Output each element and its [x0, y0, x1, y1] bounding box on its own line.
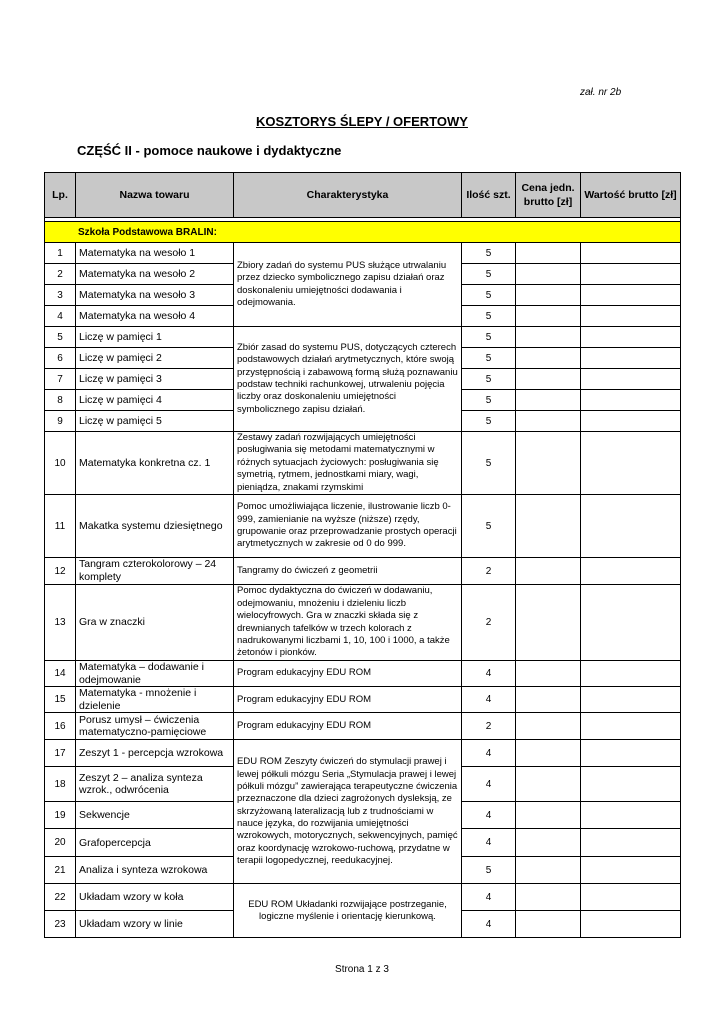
total-value-cell[interactable] — [581, 829, 681, 857]
row-name: Matematyka na wesoło 2 — [76, 264, 234, 285]
total-value-cell[interactable] — [581, 585, 681, 661]
page-footer: Strona 1 z 3 — [335, 964, 389, 975]
total-value-cell[interactable] — [581, 911, 681, 938]
row-description: EDU ROM Zeszyty ćwiczeń do stymulacji prawej i lewej półkuli mózgu Seria „Stymulacja prawej i lewej półkuli mózgu” zawierająca terapeutyczne ćwiczenia przeznaczone dla dzieci zagrożonych dysleksją, ze skrzyżowaną lateralizacją lub z trudnościami w nauce języka, do rozwijania umiejętności wzrokowych, motorycznych, sekwencyjnych, pamięć oraz koordynację wzrokowo-ruchową, przydatne w terapii logopedycznej, reedukacyjnej. — [234, 740, 462, 884]
row-name: Liczę w pamięci 4 — [76, 390, 234, 411]
table-row — [45, 495, 681, 558]
row-name: Grafopercepcja — [76, 829, 234, 857]
unit-price-cell[interactable] — [516, 285, 581, 306]
row-lp: 22 — [45, 884, 76, 911]
row-quantity: 5 — [462, 857, 516, 884]
row-description: Zbiór zasad do systemu PUS, dotyczących czterech podstawowych działań arytmetycznych, które swoją przystępnością i zabawową formą służą poznawaniu podstaw techniki rachunkowej, utrwaleniu pojęcia liczby oraz doskonaleniu umiejętności symbolicznego zapisu działań. — [234, 327, 462, 432]
row-description: Tangramy do ćwiczeń z geometrii — [234, 558, 462, 585]
row-name: Matematyka na wesoło 3 — [76, 285, 234, 306]
header-unit-price: Cena jedn. brutto [zł] — [516, 173, 581, 218]
row-name: Liczę w pamięci 5 — [76, 411, 234, 432]
table-row — [45, 661, 681, 687]
row-name: Porusz umysł – ćwiczenia matematyczno-pamięciowe — [76, 713, 234, 740]
row-name: Układam wzory w linie — [76, 911, 234, 938]
row-quantity: 4 — [462, 740, 516, 767]
row-lp: 1 — [45, 243, 76, 264]
total-value-cell[interactable] — [581, 495, 681, 558]
row-quantity: 4 — [462, 829, 516, 857]
total-value-cell[interactable] — [581, 264, 681, 285]
row-lp: 7 — [45, 369, 76, 390]
row-description: Pomoc umożliwiająca liczenie, ilustrowanie liczb 0-999, zamienianie na wyższe (niższe) rzędy, grupowanie oraz przeprowadzanie prostych operacji arytmetycznych w zakresie od 0 do 999. — [234, 495, 462, 558]
row-quantity: 2 — [462, 558, 516, 585]
row-quantity: 5 — [462, 243, 516, 264]
header-description: Charakterystyka — [234, 173, 462, 218]
header-total-value: Wartość brutto [zł] — [581, 173, 681, 218]
row-description: EDU ROM Układanki rozwijające postrzeganie, logiczne myślenie i orientację kierunkową. — [234, 884, 462, 938]
row-description: Zestawy zadań rozwijających umiejętności posługiwania się metodami matematycznymi w różnych sytuacjach życiowych: posługiwania się symetrią, rytmem, jednostkami miary, wagi, pieniądza, znakami rzymskimi — [234, 432, 462, 495]
row-quantity: 2 — [462, 713, 516, 740]
row-name: Matematyka konkretna cz. 1 — [76, 432, 234, 495]
row-quantity: 4 — [462, 661, 516, 687]
table-row — [45, 884, 681, 911]
total-value-cell[interactable] — [581, 661, 681, 687]
row-name: Zeszyt 2 – analiza synteza wzrok., odwrócenia — [76, 767, 234, 802]
row-name: Liczę w pamięci 1 — [76, 327, 234, 348]
total-value-cell[interactable] — [581, 285, 681, 306]
unit-price-cell[interactable] — [516, 348, 581, 369]
table-row — [45, 558, 681, 585]
row-lp: 12 — [45, 558, 76, 585]
unit-price-cell[interactable] — [516, 740, 581, 767]
table-row — [45, 740, 681, 767]
unit-price-cell[interactable] — [516, 327, 581, 348]
row-name: Analiza i synteza wzrokowa — [76, 857, 234, 884]
row-name: Matematyka na wesoło 4 — [76, 306, 234, 327]
unit-price-cell[interactable] — [516, 495, 581, 558]
row-description: Pomoc dydaktyczna do ćwiczeń w dodawaniu, odejmowaniu, mnożeniu i dzieleniu liczb wielocyfrowych. Gra w znaczki składa się z drewnianych tafelków w trzech kolorach z nadrukowanymi liczbami 1, 10, 100 i 1000, a także żetonów i pionków. — [234, 585, 462, 661]
row-quantity: 5 — [462, 390, 516, 411]
unit-price-cell[interactable] — [516, 802, 581, 829]
total-value-cell[interactable] — [581, 857, 681, 884]
row-lp: 11 — [45, 495, 76, 558]
row-name: Matematyka na wesoło 1 — [76, 243, 234, 264]
total-value-cell[interactable] — [581, 884, 681, 911]
row-name: Liczę w pamięci 2 — [76, 348, 234, 369]
total-value-cell[interactable] — [581, 348, 681, 369]
unit-price-cell[interactable] — [516, 829, 581, 857]
row-lp: 19 — [45, 802, 76, 829]
table-row — [45, 713, 681, 740]
row-lp: 15 — [45, 687, 76, 713]
unit-price-cell[interactable] — [516, 390, 581, 411]
header-lp: Lp. — [45, 173, 76, 218]
row-description: Program edukacyjny EDU ROM — [234, 713, 462, 740]
row-name: Tangram czterokolorowy – 24 komplety — [76, 558, 234, 585]
total-value-cell[interactable] — [581, 713, 681, 740]
unit-price-cell[interactable] — [516, 713, 581, 740]
total-value-cell[interactable] — [581, 243, 681, 264]
row-quantity: 5 — [462, 432, 516, 495]
row-quantity: 5 — [462, 264, 516, 285]
row-name: Matematyka – dodawanie i odejmowanie — [76, 661, 234, 687]
row-quantity: 5 — [462, 306, 516, 327]
table-header-row — [45, 173, 681, 218]
unit-price-cell[interactable] — [516, 687, 581, 713]
row-quantity: 4 — [462, 911, 516, 938]
unit-price-cell[interactable] — [516, 767, 581, 802]
total-value-cell[interactable] — [581, 432, 681, 495]
total-value-cell[interactable] — [581, 390, 681, 411]
row-name: Układam wzory w koła — [76, 884, 234, 911]
row-lp: 8 — [45, 390, 76, 411]
total-value-cell[interactable] — [581, 767, 681, 802]
row-name: Makatka systemu dziesiętnego — [76, 495, 234, 558]
row-name: Zeszyt 1 - percepcja wzrokowa — [76, 740, 234, 767]
row-quantity: 2 — [462, 585, 516, 661]
header-name: Nazwa towaru — [76, 173, 234, 218]
row-lp: 4 — [45, 306, 76, 327]
row-quantity: 5 — [462, 369, 516, 390]
table-row — [45, 243, 681, 264]
row-lp: 21 — [45, 857, 76, 884]
section-subtitle: CZĘŚĆ II - pomoce naukowe i dydaktyczne — [77, 143, 342, 158]
unit-price-cell[interactable] — [516, 432, 581, 495]
unit-price-cell[interactable] — [516, 558, 581, 585]
row-lp: 23 — [45, 911, 76, 938]
row-lp: 18 — [45, 767, 76, 802]
school-name: Szkoła Podstawowa BRALIN: — [45, 222, 681, 243]
total-value-cell[interactable] — [581, 687, 681, 713]
row-quantity: 4 — [462, 884, 516, 911]
row-lp: 9 — [45, 411, 76, 432]
row-name: Matematyka - mnożenie i dzielenie — [76, 687, 234, 713]
row-lp: 6 — [45, 348, 76, 369]
table-row — [45, 585, 681, 661]
row-quantity: 5 — [462, 495, 516, 558]
row-lp: 10 — [45, 432, 76, 495]
row-lp: 14 — [45, 661, 76, 687]
total-value-cell[interactable] — [581, 411, 681, 432]
row-lp: 20 — [45, 829, 76, 857]
row-quantity: 5 — [462, 285, 516, 306]
row-description: Program edukacyjny EDU ROM — [234, 661, 462, 687]
page-title: KOSZTORYS ŚLEPY / OFERTOWY — [256, 114, 468, 129]
row-lp: 2 — [45, 264, 76, 285]
row-lp: 13 — [45, 585, 76, 661]
row-name: Liczę w pamięci 3 — [76, 369, 234, 390]
unit-price-cell[interactable] — [516, 911, 581, 938]
unit-price-cell[interactable] — [516, 243, 581, 264]
unit-price-cell[interactable] — [516, 369, 581, 390]
annex-label: zał. nr 2b — [580, 87, 622, 98]
row-quantity: 5 — [462, 348, 516, 369]
unit-price-cell[interactable] — [516, 411, 581, 432]
row-description: Zbiory zadań do systemu PUS służące utrwalaniu przez dziecko symbolicznego zapisu działań oraz doskonaleniu umiejętności dodawania i odejmowania. — [234, 243, 462, 327]
row-quantity: 5 — [462, 411, 516, 432]
row-quantity: 4 — [462, 767, 516, 802]
total-value-cell[interactable] — [581, 327, 681, 348]
unit-price-cell[interactable] — [516, 306, 581, 327]
row-lp: 5 — [45, 327, 76, 348]
total-value-cell[interactable] — [581, 802, 681, 829]
row-description: Program edukacyjny EDU ROM — [234, 687, 462, 713]
unit-price-cell[interactable] — [516, 661, 581, 687]
unit-price-cell[interactable] — [516, 264, 581, 285]
table-row — [45, 327, 681, 348]
total-value-cell[interactable] — [581, 369, 681, 390]
header-quantity: Ilość szt. — [462, 173, 516, 218]
table-row — [45, 432, 681, 495]
row-lp: 17 — [45, 740, 76, 767]
unit-price-cell[interactable] — [516, 585, 581, 661]
table-row — [45, 687, 681, 713]
total-value-cell[interactable] — [581, 740, 681, 767]
row-quantity: 5 — [462, 327, 516, 348]
row-name: Sekwencje — [76, 802, 234, 829]
school-row — [45, 222, 681, 243]
unit-price-cell[interactable] — [516, 857, 581, 884]
row-lp: 16 — [45, 713, 76, 740]
row-lp: 3 — [45, 285, 76, 306]
row-name: Gra w znaczki — [76, 585, 234, 661]
total-value-cell[interactable] — [581, 558, 681, 585]
cost-estimate-table — [44, 172, 681, 938]
total-value-cell[interactable] — [581, 306, 681, 327]
row-quantity: 4 — [462, 802, 516, 829]
unit-price-cell[interactable] — [516, 884, 581, 911]
row-quantity: 4 — [462, 687, 516, 713]
